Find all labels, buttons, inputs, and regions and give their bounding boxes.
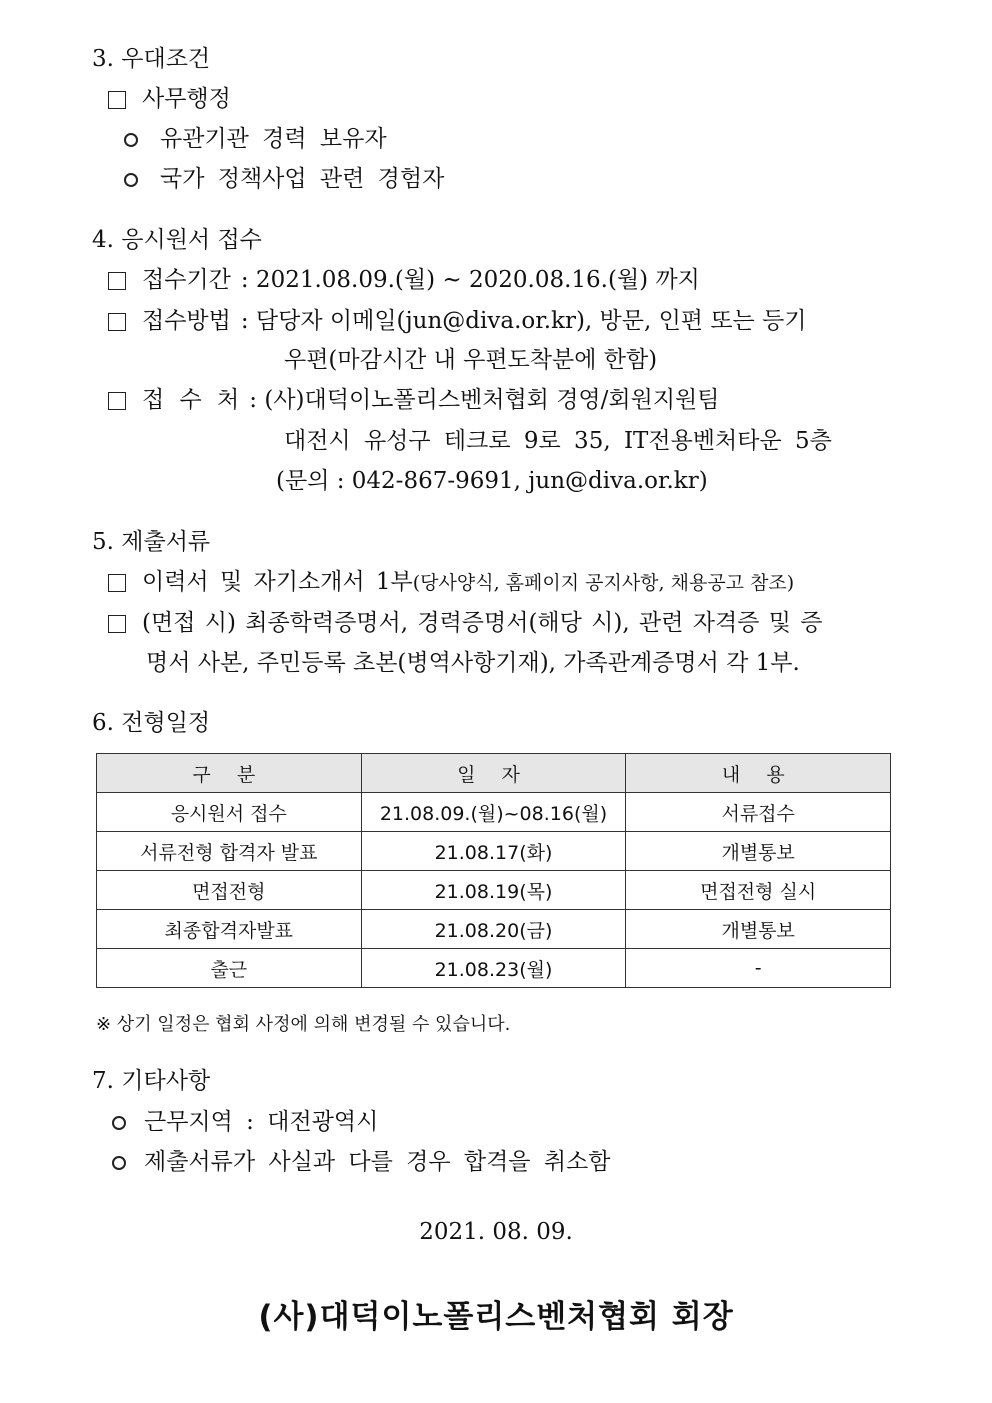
table-cell: 최종합격자발표 <box>97 910 362 949</box>
schedule-note: ※ 상기 일정은 협회 사정에 의해 변경될 수 있습니다. <box>96 1014 511 1035</box>
checkbox-square-icon <box>108 272 126 290</box>
schedule-table <box>96 753 891 988</box>
checkbox-square-icon <box>108 574 126 592</box>
section-4-method <box>108 306 807 336</box>
table-cell: 출근 <box>97 949 362 988</box>
method-value-line2: 우편(마감시간 내 우편도착분에 한함) <box>284 347 658 373</box>
table-row <box>97 832 891 871</box>
column-header: 내 용 <box>626 754 891 793</box>
table-row <box>97 949 891 988</box>
place-value: : (사)대덕이노폴리스벤처협회 경영/회원지원팀 <box>249 387 720 413</box>
section-7-item <box>112 1147 610 1177</box>
section-3-item <box>124 124 387 154</box>
table-cell: 개별통보 <box>626 832 891 871</box>
circle-bullet-icon <box>112 1116 126 1130</box>
table-cell: 21.08.19(목) <box>361 871 626 910</box>
item1-note: (당사양식, 홈페이지 공지사항, 채용공고 참조) <box>412 572 795 594</box>
circle-bullet-icon <box>112 1156 126 1170</box>
table-cell: 21.08.09.(월)~08.16(월) <box>361 793 626 832</box>
period-value: : 2021.08.09.(월) ~ 2020.08.16.(월) 까지 <box>240 267 700 293</box>
table-row <box>97 871 891 910</box>
section-3-item <box>124 164 444 194</box>
section-5-title: 5. 제출서류 <box>92 529 211 555</box>
method-label: 접수방법 <box>142 308 231 334</box>
table-cell: 면접전형 <box>97 871 362 910</box>
place-label: 접 수 처 <box>142 387 240 413</box>
table-header-row <box>97 754 891 793</box>
item1-main: 이력서 및 자기소개서 1부 <box>142 569 413 595</box>
column-header: 일 자 <box>361 754 626 793</box>
section-4-period <box>108 265 700 295</box>
table-cell: 면접전형 실시 <box>626 871 891 910</box>
section-3-item-text: 유관기관 경력 보유자 <box>160 126 387 152</box>
section-5-item-1 <box>108 567 794 598</box>
section-4-title: 4. 응시원서 접수 <box>92 227 262 253</box>
item2-line2: 명서 사본, 주민등록 초본(병역사항기재), 가족관계증명서 각 1부. <box>146 650 800 676</box>
circle-bullet-icon <box>124 133 138 147</box>
checkbox-square-icon <box>108 313 126 331</box>
section-3-box-item <box>108 84 231 114</box>
section-3-box-label: 사무행정 <box>142 86 231 112</box>
table-cell: 서류접수 <box>626 793 891 832</box>
table-row <box>97 793 891 832</box>
section-3-item-text: 국가 정책사업 관련 경험자 <box>160 166 445 192</box>
place-value-line2: 대전시 유성구 테크로 9로 35, IT전용벤처타운 5층 <box>284 428 832 454</box>
table-cell: - <box>626 949 891 988</box>
signature-line: (사)대덕이노폴리스벤처협회 회장 <box>258 1299 734 1335</box>
column-header: 구 분 <box>97 754 362 793</box>
section-6-title: 6. 전형일정 <box>92 710 211 736</box>
table-cell: 응시원서 접수 <box>97 793 362 832</box>
checkbox-square-icon <box>108 392 126 410</box>
table-cell: 개별통보 <box>626 910 891 949</box>
item2-line1: (면접 시) 최종학력증명서, 경력증명서(해당 시), 관련 자격증 및 증 <box>142 610 823 636</box>
section-4-place <box>108 385 720 415</box>
section-7-item <box>112 1107 378 1137</box>
document-date: 2021. 08. 09. <box>419 1219 573 1245</box>
section-7-item-text: 제출서류가 사실과 다를 경우 합격을 취소함 <box>144 1149 611 1175</box>
table-cell: 21.08.17(화) <box>361 832 626 871</box>
circle-bullet-icon <box>124 173 138 187</box>
checkbox-square-icon <box>108 91 126 109</box>
section-7-item-text: 근무지역 : 대전광역시 <box>144 1109 379 1135</box>
section-3-title: 3. 우대조건 <box>92 46 211 72</box>
period-label: 접수기간 <box>142 267 231 293</box>
section-7-title: 7. 기타사항 <box>92 1068 211 1094</box>
table-cell: 21.08.23(월) <box>361 949 626 988</box>
table-cell: 서류전형 합격자 발표 <box>97 832 362 871</box>
table-row <box>97 910 891 949</box>
table-cell: 21.08.20(금) <box>361 910 626 949</box>
section-5-item-2 <box>108 608 822 638</box>
method-value: : 담당자 이메일(jun@diva.or.kr), 방문, 인편 또는 등기 <box>240 308 807 334</box>
place-value-line3: (문의 : 042-867-9691, jun@diva.or.kr) <box>276 468 708 494</box>
checkbox-square-icon <box>108 615 126 633</box>
